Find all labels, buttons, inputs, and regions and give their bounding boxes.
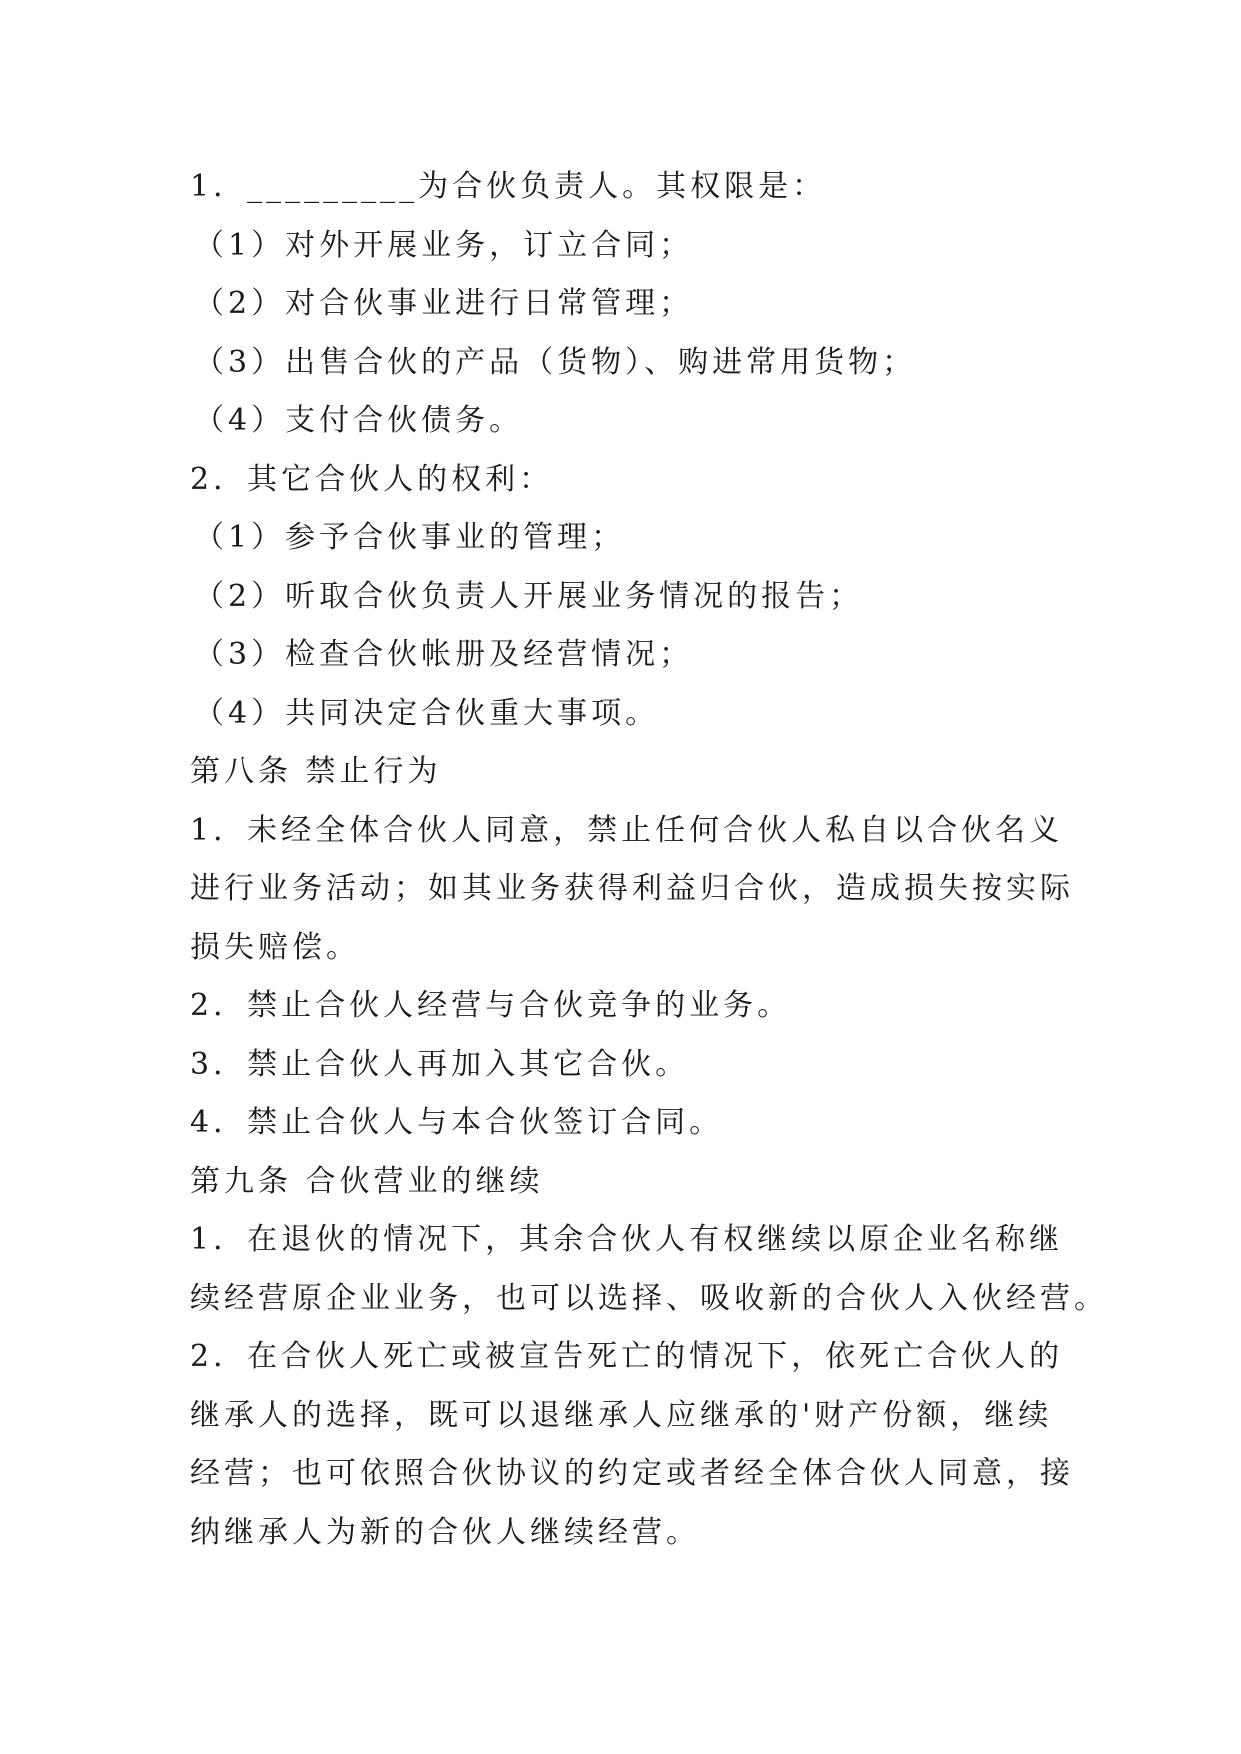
text-line: 2．其它合伙人的权利： [190, 461, 554, 497]
text-line: 1．_________为合伙负责人。其权限是： [190, 169, 827, 204]
text-line: （3）检查合伙帐册及经营情况； [194, 637, 694, 672]
text-line: 1．在退伙的情况下，其余合伙人有权继续以原企业名称继 [190, 1222, 1064, 1257]
text-line: （4）共同决定合伙重大事项。 [194, 695, 660, 731]
text-line: （4）支付合伙债务。 [194, 403, 524, 438]
text-line: 4．禁止合伙人与本合伙签订合同。 [190, 1105, 724, 1140]
text-line: 经营；也可依照合伙协议的约定或者经全体合伙人同意，接 [190, 1456, 1074, 1491]
document-body [190, 158, 1108, 1562]
text-line: 1．未经全体合伙人同意，禁止任何合伙人私自以合伙名义 [190, 812, 1064, 848]
text-line: 2．禁止合伙人经营与合伙竞争的业务。 [190, 988, 792, 1023]
text-line: （3）出售合伙的产品（货物）、购进常用货物； [194, 344, 917, 380]
text-line: 继承人的选择，既可以退继承人应继承的'财产份额，继续 [190, 1397, 1053, 1433]
section-heading: 第八条 禁止行为 [190, 754, 442, 789]
text-line: 纳继承人为新的合伙人继续经营。 [190, 1514, 700, 1550]
text-line: 续经营原企业业务，也可以选择、吸收新的合伙人入伙经营。 [190, 1280, 1108, 1316]
text-line: 3．禁止合伙人再加入其它合伙。 [190, 1046, 690, 1082]
text-line: 进行业务活动；如其业务获得利益归合伙，造成损失按实际 [190, 871, 1074, 906]
text-line: （2）对合伙事业进行日常管理； [194, 286, 694, 321]
text-line: （1）参予合伙事业的管理； [194, 520, 626, 555]
section-heading: 第九条 合伙营业的继续 [190, 1163, 544, 1199]
text-line: 2．在合伙人死亡或被宣告死亡的情况下，依死亡合伙人的 [190, 1339, 1064, 1374]
text-line: （2）听取合伙负责人开展业务情况的报告； [194, 578, 864, 614]
text-line: （1）对外开展业务，订立合同； [194, 227, 694, 263]
text-line: 损失赔偿。 [190, 929, 360, 965]
